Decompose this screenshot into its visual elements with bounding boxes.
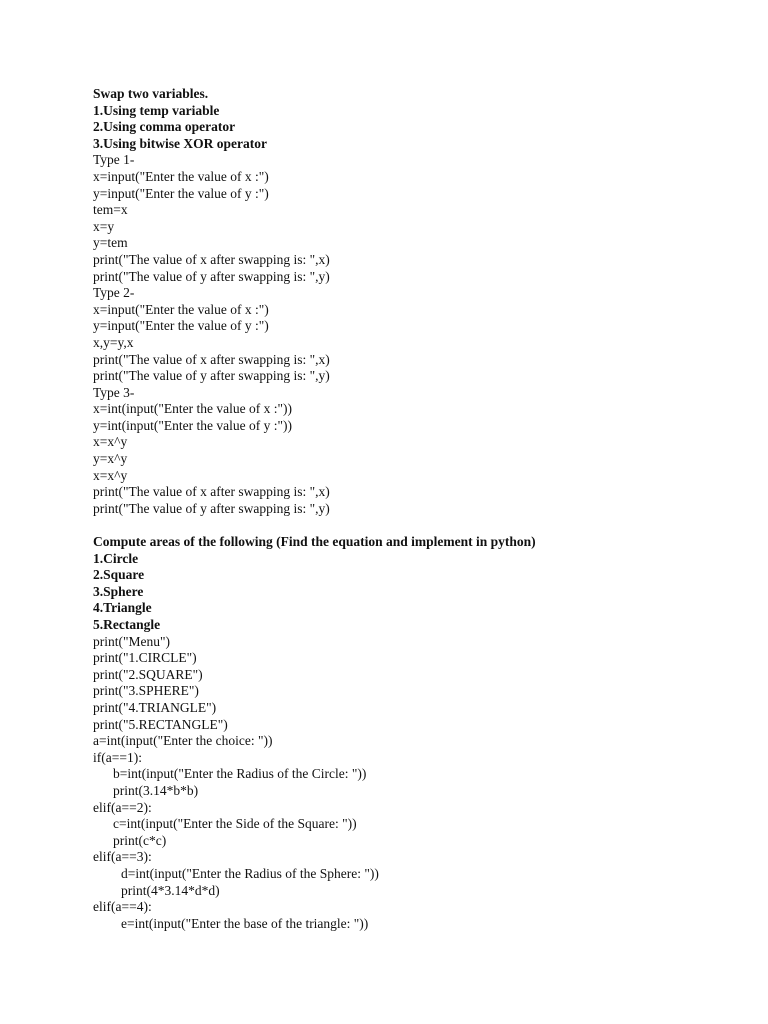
code-line: print("The value of x after swapping is: ",x) (93, 351, 330, 367)
list-item: 2.Using comma operator (93, 119, 236, 135)
code-line: print("3.SPHERE") (93, 683, 199, 699)
code-line: x,y=y,x (93, 334, 134, 350)
code-line: y=input("Enter the value of y :") (93, 185, 269, 201)
code-line: elif(a==4): (93, 899, 152, 915)
code-line: x=int(input("Enter the value of x :")) (93, 401, 292, 417)
code-line: x=x^y (93, 467, 128, 483)
code-line: b=int(input("Enter the Radius of the Circle: ")) (113, 766, 367, 782)
code-line: y=int(input("Enter the value of y :")) (93, 417, 292, 433)
code-line: tem=x (93, 202, 128, 218)
blank-line (93, 517, 733, 534)
code-line: print("The value of y after swapping is: ",y) (93, 500, 330, 516)
code-line: y=x^y (93, 451, 128, 467)
list-item: 1.Using temp variable (93, 102, 220, 118)
code-line: print(c*c) (113, 832, 167, 848)
code-line: y=input("Enter the value of y :") (93, 318, 269, 334)
list-item: 1.Circle (93, 550, 139, 566)
code-line: elif(a==3): (93, 849, 152, 865)
code-line: Type 3- (93, 384, 135, 400)
code-line: print("4.TRIANGLE") (93, 699, 217, 715)
code-line: print("Menu") (93, 633, 171, 649)
list-item: 2.Square (93, 567, 145, 583)
code-line: if(a==1): (93, 749, 142, 765)
code-line: x=y (93, 218, 115, 234)
code-line: x=input("Enter the value of x :") (93, 168, 269, 184)
code-line: x=x^y (93, 434, 128, 450)
code-line: e=int(input("Enter the base of the triangle: ")) (121, 915, 369, 931)
document-content (93, 86, 733, 932)
code-line: elif(a==2): (93, 799, 152, 815)
code-line: Type 2- (93, 285, 135, 301)
code-line: print("1.CIRCLE") (93, 650, 197, 666)
code-line: print("2.SQUARE") (93, 666, 203, 682)
code-line: print(3.14*b*b) (113, 782, 199, 798)
code-line: Type 1- (93, 152, 135, 168)
list-item: 3.Sphere (93, 583, 144, 599)
list-item: 3.Using bitwise XOR operator (93, 135, 267, 151)
code-line: print("The value of y after swapping is: ",y) (93, 368, 330, 384)
list-item: 4.Triangle (93, 600, 152, 616)
section-title-swap: Swap two variables. (93, 86, 209, 101)
code-line: a=int(input("Enter the choice: ")) (93, 733, 273, 749)
code-line: c=int(input("Enter the Side of the Square: ")) (113, 816, 357, 832)
code-line: print("The value of x after swapping is: ",x) (93, 251, 330, 267)
code-line: y=tem (93, 235, 128, 251)
code-line: print("The value of x after swapping is: ",x) (93, 484, 330, 500)
section-title-areas: Compute areas of the following (Find the equation and implement in python) (93, 534, 536, 550)
code-line: print(4*3.14*d*d) (121, 882, 220, 898)
list-item: 5.Rectangle (93, 617, 161, 632)
code-line: print("5.RECTANGLE") (93, 716, 228, 732)
code-line: d=int(input("Enter the Radius of the Sphere: ")) (121, 865, 379, 881)
code-line: x=input("Enter the value of x :") (93, 301, 269, 317)
code-line: print("The value of y after swapping is: ",y) (93, 268, 330, 284)
